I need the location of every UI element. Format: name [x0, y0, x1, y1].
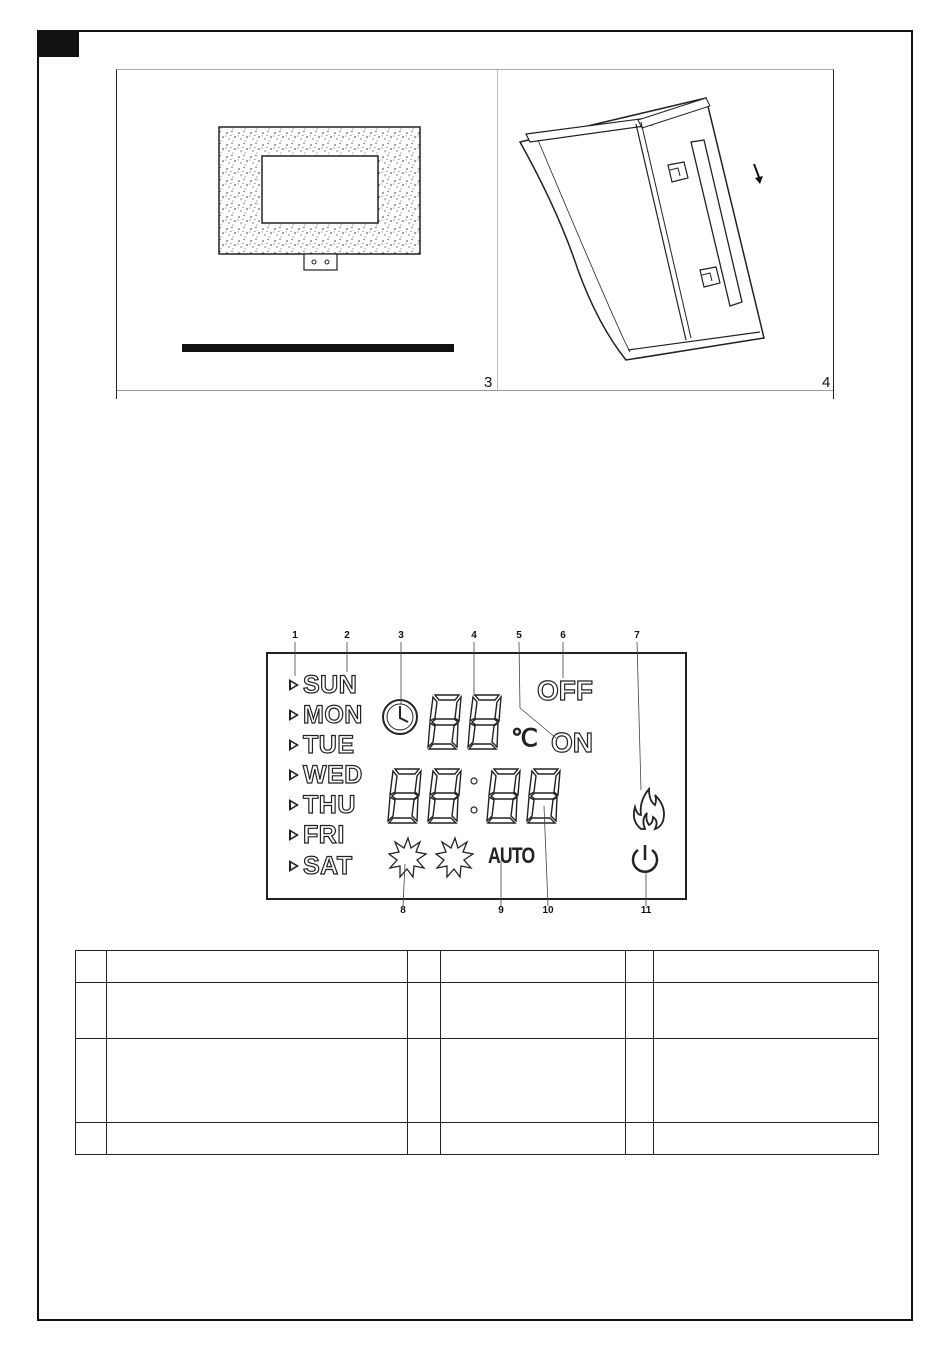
figure-baseline: [117, 390, 833, 391]
time-digits-hours: [387, 766, 467, 826]
day-row-thu: [289, 791, 356, 819]
day-indicator-arrow-icon: [289, 799, 299, 811]
day-indicator-arrow-icon: [289, 709, 299, 721]
day-indicator-arrow-icon: [289, 769, 299, 781]
table-cell: [76, 1123, 107, 1155]
table-cell: [107, 983, 408, 1039]
day-indicator-arrow-icon: [289, 829, 299, 841]
celsius-label: ℃: [511, 725, 538, 752]
day-label-thu: THU: [303, 790, 356, 819]
table-cell: [626, 1039, 654, 1123]
installation-figures: [116, 69, 834, 399]
table-row: [76, 1039, 879, 1123]
day-indicator-arrow-icon: [289, 860, 299, 872]
table-cell: [408, 983, 441, 1039]
callout-2: 2: [344, 630, 350, 641]
table-cell: [76, 951, 107, 983]
flame-icon: [631, 787, 667, 831]
legend-table: [75, 950, 879, 1155]
table-row: [76, 983, 879, 1039]
table-cell: [654, 951, 879, 983]
day-row-sat: [289, 852, 353, 880]
callout-3: 3: [398, 630, 404, 641]
figure-3-number: 3: [484, 374, 493, 391]
callout-4: 4: [471, 630, 477, 641]
figure-3-illustration: [117, 70, 497, 390]
section-tab: [37, 30, 79, 57]
callout-7: 7: [634, 630, 640, 641]
callout-5: 5: [516, 630, 522, 641]
callout-10: 10: [542, 905, 554, 916]
figure-4-number: 4: [822, 374, 831, 391]
callout-11: 11: [640, 905, 652, 916]
table-cell: [408, 951, 441, 983]
auto-label: AUTO: [488, 843, 535, 868]
day-label-fri: FRI: [303, 820, 345, 849]
day-label-sun: SUN: [303, 670, 358, 699]
time-colon: [469, 776, 479, 816]
sun-icon: [388, 836, 428, 880]
table-row: [76, 1123, 879, 1155]
table-cell: [654, 1123, 879, 1155]
table-cell: [441, 983, 626, 1039]
table-cell: [654, 1039, 879, 1123]
table-cell: [626, 983, 654, 1039]
time-digits-minutes: [486, 766, 566, 826]
table-cell: [408, 1039, 441, 1123]
callout-8: 8: [400, 905, 406, 916]
table-cell: [626, 951, 654, 983]
day-label-tue: TUE: [303, 730, 355, 759]
day-label-mon: MON: [303, 700, 363, 729]
table-cell: [654, 983, 879, 1039]
table-cell: [441, 1039, 626, 1123]
table-cell: [76, 1039, 107, 1123]
table-cell: [626, 1123, 654, 1155]
table-row: [76, 951, 879, 983]
callout-1: 1: [292, 630, 298, 641]
power-icon: [628, 842, 662, 876]
day-row-sun: [289, 671, 357, 699]
day-row-fri: [289, 821, 345, 849]
day-row-tue: [289, 731, 355, 759]
day-label-sat: SAT: [303, 851, 353, 880]
table-cell: [107, 1039, 408, 1123]
figure-4-illustration: [498, 70, 834, 390]
table-cell: [76, 983, 107, 1039]
day-indicator-arrow-icon: [289, 739, 299, 751]
table-cell: [408, 1123, 441, 1155]
day-row-mon: [289, 701, 363, 729]
callout-6: 6: [560, 630, 566, 641]
callout-9: 9: [498, 905, 504, 916]
day-label-wed: WED: [303, 760, 363, 789]
day-row-wed: [289, 761, 363, 789]
off-label: OFF: [537, 675, 593, 706]
table-cell: [107, 1123, 408, 1155]
sun-icon: [435, 836, 475, 880]
table-cell: [441, 1123, 626, 1155]
clock-icon: [380, 697, 420, 737]
on-label: ON: [551, 727, 593, 758]
temperature-digits: [427, 692, 507, 752]
table-cell: [441, 951, 626, 983]
table-cell: [107, 951, 408, 983]
day-indicator-arrow-icon: [289, 679, 299, 691]
